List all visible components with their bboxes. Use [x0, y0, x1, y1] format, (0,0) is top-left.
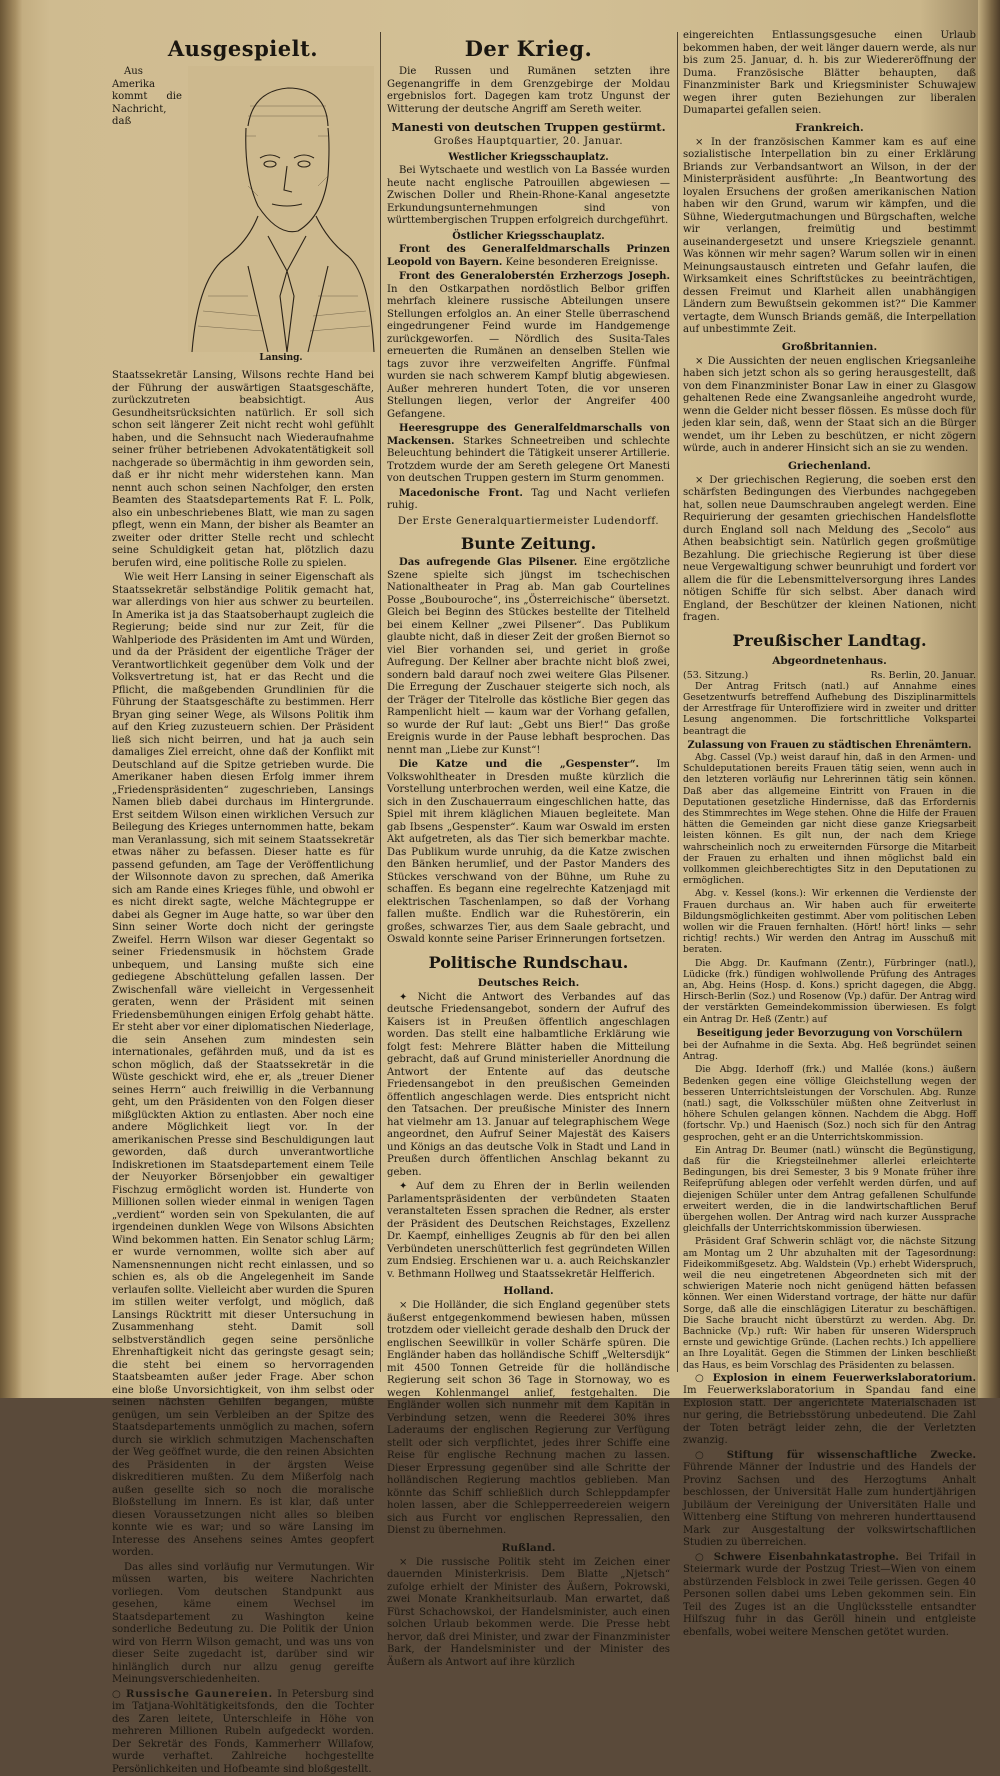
column-1 [112, 30, 374, 1375]
rundschau-item-1: ✦ Nicht die Antwort des Verbandes auf das deutsche Friedensangebot, sondern der Aufruf des Kaisers ist in Preußen öffentlich angeschlagen worden. Das stellt eine halbamtliche Erklärung wie folgt fest: Mehrere Blätter haben die Mitteilung gebracht, daß auf Grund ministerieller Anordnung die Antwort der Entente auf das deutsche Friedensangebot in den preußischen Gemeinden öffentlich angeschlagen werde. Dies entspricht nicht den Tatsachen. Der preußische Minister des Innern hat vielmehr am 13. Januar auf telegraphischem Wege angeordnet, den Aufruf Seiner Majestät des Kaisers und Königs an das deutsche Volk in Stadt und Land in Preußen durch öffentlichen Anschlag bekannt zu geben. [387, 992, 670, 1180]
macedonian-heading: Macedonische Front. [399, 488, 523, 499]
katze-text: Im Volkswohltheater in Dresden mußte kürzlich die Vorstellung unterbrochen werden, weil eine Katze, die sich in den Zuschauerraum eingeschlichen hatte, das Spiel mit ihrem kläglichen Miauen begleitete. Man gab Ibsens „Gespenster“. Kaum war Oswald im ersten Akt aufgetreten, als das Tier sich bemerkbar machte. Das Publikum wurde unruhig, da die Katze zwischen den Bänken herumlief, und der Pastor Manders des Stückes verschwand von der Bühne, um Ruhe zu schaffen. Es begann eine regelrechte Katzenjagd mit elektrischen Taschenlampen, so daß der Vorhang fallen mußte. Endlich war die Ruhestörerin, ein großes, schwarzes Tier, aus dem Saale gebracht, und Oswald konnte seine Pariser Erinnerungen fortsetzen. [387, 759, 670, 945]
explosion-heading: Explosion in einem Feuerwerkslaboratorium. [713, 1373, 976, 1384]
section-title-landtag: Preußischer Landtag. [683, 631, 976, 651]
article-title-der-krieg: Der Krieg. [387, 36, 670, 62]
rundschau-item-3: × Die Holländer, die sich England gegenüber stets äußerst entgegenkommend bewiesen haben, müssen trotzdem oder vielleicht gerade deshalb den Druck der englischen Seewillkür in voller Schärfe spüren. Die Engländer haben das holländische Schiff „Weltersdijk“ mit 4500 Tonnen Getreide für die holländische Regierung seit schon 36 Tage in Stornoway, wo es wegen Kohlenmangel anlief, festgehalten. Die Engländer wollen sich nunmehr mit dem Kapitän in Verbindung setzen, wenn die Reederei 30% ihres Laderaums der englischen Regierung zur Verfügung stellt oder sich verpflichtet, jedes ihrer Schiffe eine Reise für englische Rechnung machen zu lassen. Dieser Erpressung gegenüber sind alle Schritte der holländischen Regierung machtlos geblieben. Man könnte das Schiff schließlich durch Schleppdampfer holen lassen, aber die Schlepperreedereien weigern sich aus Furcht vor englischen Repressalien, den Dienst zu übernehmen. [387, 1300, 670, 1538]
mackensen-heading: Heeresgruppe des Generalfeldmarschalls von Mackensen. [387, 423, 670, 447]
subsection-grossbritannien: Großbritannien. [683, 341, 976, 354]
stiftung-text: Führende Männer der Industrie und des Handels der Provinz Sachsen und des Herzogtums Anhalt beschlossen, der Universität Halle zum hundertjährigen Jubiläum der Vereinigung der Universitäten Halle und Wittenberg eine Stiftung von mehreren hunderttausend Mark zur Ausgestaltung der volkswirtschaftlichen Studien zu überreichen. [683, 1462, 976, 1548]
gb-text: Die Aussichten der neuen englischen Kriegsanleihe haben sich jetzt schon als so gering herausgestellt, daß von dem Finanzminister Bonar Law in einer zu Glasgow gehaltenen Rede eine Zwangsanleihe angedroht wurde, wenn die Gelder nicht besser flössen. Es müsse doch für jeden klar sein, daß, wenn der Staat sich an die Bürger wendet, um ihr Leben zu beschützen, er nicht zögern würde, auch in anderer Hinsicht sich an sie zu wenden. [683, 356, 976, 455]
eisenbahn-heading: Schwere Eisenbahnkatastrophe. [714, 1552, 899, 1563]
frankreich-text: In der französischen Kammer kam es auf eine sozialistische Interpellation bin zu einer Erklärung Briands zur Verbandsantwort an Wilson, in der der Ministerpräsident ausführte: „In Beantwortung des loyalen Ersuchens der großen amerikanischen Nation haben wir den Grund, warum wir kämpfen, und die Sühne, Wiedergutmachungen und Bürgschaften, welche wir verlangen, freimütig und bestimmt auseinandergesetzt und unsere Kriegsziele genannt. Was können wir mehr sagen? Warum sollen wir in einen Meinungsaustausch eintreten und Gefahr laufen, die Wirksamkeit eines Schriftstückes zu beeinträchtigen, dessen Freimut und Klarheit allen unabhängigen Ländern zum Bewußtsein gekommen ist?“ Die Kammer vertagte, dem Wunsch Briands gemäß, die Interpellation auf unbestimmte Zeit. [683, 137, 976, 336]
landtag-p5: bei der Aufnahme in die Sexta. Abg. Heß begründet seinen Antrag. [683, 1040, 976, 1062]
landtag-report [683, 681, 976, 1371]
session-number: (53. Sitzung.) [683, 670, 748, 681]
landtag-p6: Die Abgg. Iderhoff (frk.) und Mallée (kons.) äußern Bedenken gegen eine völlige Gleichstellung wegen der besseren Unterrichtsleistungen der Vorschulen. Abg. Runze (natl.) sagt, die Volksschüler müßten ohne Zeitverlust in höhere Schulen gelangen können. Nachdem die Abgg. Hoff (fortschr. Vp.) und Haenisch (Soz.) noch sich für den Antrag gesprochen, geht er an die Unterrichtskommission. [683, 1064, 976, 1142]
front-joseph-text: In den Ostkarpathen nordöstlich Belbor griffen mehrfach kleinere russische Abteilungen unsere Stellungen erfolglos an. An einer Stelle überraschend eingedrungener Feind wurde im Handgemenge zurückgeworfen. — Nördlich des Susita-Tales erneuerten die Rumänen an denselben Stellen wie tags zuvor ihre verzweifelten Angriffe. Fünfmal wurden sie nach schwerem Kampf blutig abgewiesen. Außer mehreren hundert Toten, die vor unseren Stellungen liegen, verlor der Angreifer 400 Gefangene. [387, 284, 670, 420]
gb-item: × Die Aussichten der neuen englischen Kriegsanleihe haben sich jetzt schon als so gering herausgestellt, daß von dem Finanzminister Bonar Law in einer zu Glasgow gehaltenen Rede eine Zwangsanleihe angedroht wurde, wenn die Gelder nicht besser flössen. Es müsse doch für jeden klar sein, daß, wenn der Staat sich an die Bürger wendet, um ihr Leben zu beschützen, er nicht zögern würde, auch in anderer Hinsicht sich an sie zu wenden. [683, 356, 976, 456]
front-leopold-text: Keine besonderen Ereignisse. [506, 257, 658, 268]
section-title-bunte-zeitung: Bunte Zeitung. [387, 534, 670, 554]
rundschau-text-1: Nicht die Antwort des Verbandes auf das deutsche Friedensangebot, sondern der Aufruf des Kaisers ist in Preußen öffentlich angeschlagen worden. Das stellt eine halbamtliche Erklärung wie folgt fest: Mehrere Blätter haben die Mitteilung gebracht, daß auf Grund ministerieller Anordnung die Antwort der Entente auf das deutsche Friedensangebot in den preußischen Gemeinden öffentlich angeschlagen werde. Dies entspricht nicht den Tatsachen. Der preußische Minister des Innern hat vielmehr am 13. Januar auf telegraphischem Wege angeordnet, den Aufruf Seiner Majestät des Kaisers und Königs an das deutsche Volk in Stadt und Land in Preußen durch öffentlichen Anschlag bekannt zu geben. [387, 992, 670, 1178]
gr-item: × Der griechischen Regierung, die soeben erst den schärfsten Bedingungen des Vierbundes nachgegeben hat, sollen neue Daumschrauben angelegt werden. Eine Requirierung der gesamten griechischen Handelsflotte durch England soll nach Meldung des „Secolo“ aus Athen beabsichtigt sein. Natürlich gegen großmütige Bezahlung. Die griechische Regierung ist über diese neue Vergewaltigung schwer beunruhigt und fordert vor allem die für die Lebensmittelversorgung ihres Landes nötigen Schiffe für sich selbst. Aber danach wird England, der Beschützer der kleinen Nationen, nicht fragen. [683, 475, 976, 625]
landtag-p1: Der Antrag Fritsch (natl.) auf Annahme eines Gesetzentwurfs betreffend Aufhebung des Disziplinarmittels der Arrestfrage für Unteroffiziere wird in zweiter und dritter Lesung angenommen. Die fortschrittliche Volkspartei beantragt die [683, 681, 976, 737]
signature-ludendorff: Der Erste Generalquartiermeister Ludendorff. [387, 516, 670, 529]
eisenbahn-item: ○ Schwere Eisenbahnkatastrophe. Bei Trifail in Steiermark wurde der Postzug Triest—Wien von einem abstürzenden Felsblock in zwei Teile gerissen. Gegen 40 Personen sollen dabei ums Leben gekommen sein. Ein Teil des Zuges ist an die Unglücksstelle entsandter Hilfszug fuhr in das Geröll hinein und entgleiste ebenfalls, wobei weitere Menschen getötet wurden. [683, 1552, 976, 1640]
landtag-vorschueler-heading: Beseitigung jeder Bevorzugung von Vorschülern [683, 1028, 976, 1039]
mackensen-item [387, 423, 670, 486]
macedonian-text: Tag und Nacht verliefen ruhig. [387, 488, 670, 512]
explosion-text: Im Feuerwerkslaboratorium in Spandau fand eine Explosion statt. Der angerichtete Materialschaden ist nur gering, die Betriebsstörung unbedeutend. Die Zahl der Toten beträgt leider zehn, die der Verletzten zwanzig. [683, 1385, 976, 1446]
stiftung-heading: Stiftung für wissenschaftliche Zwecke. [727, 1450, 976, 1461]
macedonian-item [387, 488, 670, 513]
column-rule-2 [677, 32, 678, 1372]
lansing-portrait-image [188, 66, 374, 352]
landtag-frauen-heading: Zulassung von Frauen zu städtischen Ehrenämtern. [683, 740, 976, 751]
rundschau-text-3: Die Holländer, die sich England gegenüber stets äußerst entgegenkommend bewiesen haben, müssen trotzdem oder vielleicht gerade deshalb den Druck der englischen Seewillkür in voller Schärfe spüren. Die Engländer haben das holländische Schiff „Weltersdijk“ mit 4500 Tonnen Getreide für die holländische Regierung seit schon 36 Tage in Stornoway, wo es wegen Kohlenmangel anlief, festgehalten. Die Engländer wollen sich nunmehr mit dem Kapitän in Verbindung setzen, wenn die Reederei 30% ihres Laderaums der englischen Regierung zur Verfügung stellt oder sich verpflichtet, jedes ihrer Schiffe eine Reise für englische Rechnung machen zu lassen. Dieser Erpressung gegenüber sind alle Schritte der holländischen Regierung machtlos geblieben. Man könnte das Schiff schließlich durch Schleppdampfer holen lassen, aber die Schlepperreedereien weigern sich aus Furcht vor englischen Repressalien, den Dienst zu übernehmen. [387, 1300, 670, 1536]
subsection-holland: Holland. [387, 1285, 670, 1298]
ausgespielt-paragraph-1: Aus Amerika kommt die Nachricht, daß Staatssekretär Lansing, Wilsons rechte Hand bei der Führung der auswärtigen Staatsgeschäfte, zurückzutreten beabsichtigt. Aus Gesundheitsrücksichten natürlich. Er soll sich schon seit längerer Zeit nicht recht wohl gefühlt haben, und die Sehnsucht nach Wiederaufnahme seiner früher betriebenen Advokatentätigkeit soll nachgerade so übermächtig in ihm geworden sein, daß er ihr nicht mehr widerstehen kann. Man nennt auch schon seinen Nachfolger, den ersten Beamten des Staatsdepartements Rat F. L. Polk, also ein unbeschriebenes Blatt, wie man zu sagen pflegt, wenn ein Mann, der bisher als Beamter an zweiter oder dritter Stelle recht und schlecht seine Schuldigkeit getan hat, plötzlich dazu berufen wird, eine politische Rolle zu spielen. [112, 66, 374, 570]
item-text: In Petersburg sind im Tatjana-Wohltätigkeitsfonds, den die Tochter des Zaren leitete, Unterschleife in Höhe von mehreren Millionen Rubeln aufgedeckt worden. Der Sekretär des Fonds, Kammerherr Willafow, wurde verhaftet. Zahlreiche hochgestellte Persönlichkeiten und Hofbeamte sind bloßgestellt. [112, 1689, 374, 1775]
west-report: Bei Wytschaete und westlich von La Bassée wurden heute nacht englische Patrouillen abgewiesen — Zwischen Doller und Rhein-Rhone-Kanal angesetzte Erkundungsunternehmungen sind von württembergischen Truppen erfolgreich durchgeführt. [387, 165, 670, 228]
subsection-griechenland: Griechenland. [683, 460, 976, 473]
katze-heading: Die Katze und die „Gespenster“. [399, 759, 639, 770]
book-binding-edge [0, 0, 22, 1398]
explosion-item: ○ Explosion in einem Feuerwerkslaboratorium. Im Feuerwerkslaboratorium in Spandau fand eine Explosion statt. Der angerichtete Materialschaden ist nur gering, die Betriebsstörung unbedeutend. Die Zahl der Toten beträgt leider zehn, die der Verletzten zwanzig. [683, 1373, 976, 1448]
stiftung-item: ○ Stiftung für wissenschaftliche Zwecke. Führende Männer der Industrie und des Handels der Provinz Sachsen und des Herzogtums Anhalt beschlossen, der Universität Halle zum hundertjährigen Jubiläum der Vereinigung der Universitäten Halle und Wittenberg eine Stiftung von mehreren hunderttausend Mark zur Ausgestaltung der volkswirtschaftlichen Studien zu überreichen. [683, 1450, 976, 1550]
landtag-p2: Abg. Cassel (Vp.) weist darauf hin, daß in den Armen- und Schuldeputationen bereits Frauen tätig seien, wenn auch in den letzteren vorläufig nur Lehrerinnen tätig sein können. Daß aber das allgemeine Eintritt von Frauen in die Deputationen gesetzliche Hindernisse, daß das Erfordernis des Stimmrechtes im Wege stehen. Ohne die Hilfe der Frauen hätten die Gemeinden gar nicht diese ganze Kriegsarbeit leisten können. Es gilt nun, der nach dem Kriege wahrscheinlich noch zu erweiternden Fürsorge die Mitarbeit der Frauen zu erhalten und ihnen möglichst bald ein vollkommen gleichberechtigtes Sitz in den Deputationen zu ermöglichen. [683, 752, 976, 886]
front-leopold-item [387, 244, 670, 269]
rundschau-text-4: Die russische Politik steht im Zeichen einer dauernden Ministerkrisis. Dem Blatte „Njetsch“ zufolge erhielt der Minister des Äußern, Pokrowski, zwei Monate Krankheitsurlaub. Man erwartet, daß Fürst Schachowskoi, der Handelsminister, auch einen solchen Urlaub bekommen werde. Die Presse hebt hervor, daß drei Minister, und zwar der Finanzminister Bark, der Handelsminister und der Minister des Äußern als Antwort auf ihre kürzlich [387, 1557, 670, 1668]
eisenbahn-text: Bei Trifail in Steiermark wurde der Postzug Triest—Wien von einem abstürzenden Felsblock in zwei Teile gerissen. Gegen 40 Personen sollen dabei ums Leben gekommen sein. Ein Teil des Zuges ist an die Unglücksstelle entsandter Hilfszug fuhr in das Geröll hinein und entgleiste ebenfalls, wobei weitere Menschen getötet wurden. [683, 1552, 976, 1638]
katze-item [387, 759, 670, 947]
subsection-frankreich: Frankreich. [683, 122, 976, 135]
pilsener-text: Eine ergötzliche Szene spielte sich jüngst im tschechischen Nationaltheater in Prag ab. Man gab Courtelines Posse „Boubouroche“, ins „Österreichische“ übersetzt. Gleich bei Beginn des Stückes bestellte der Titelheld bei einem Kellner „zwei Pilsener“. Das Publikum glaubte nicht, daß in dieser Zeit der großen Biernot so viel Bier vorhanden sei, und geriet in große Aufregung. Der Kellner aber brachte nicht bloß zwei, sondern bald darauf noch zwei weitere Glas Pilsener. Die Erregung der Zuschauer steigerte sich noch, als der Träger der Titelrolle das köstliche Bier gegen das Rampenlicht hielt — kaum war der Vorhang gefallen, so wurde der Ruf laut: „Gebt uns Bier!“ Das große Ereignis wurde in der Pause lebhaft besprochen. Das nennt man „Liebe zur Kunst“! [387, 557, 670, 756]
front-leopold-heading: Front des Generalfeldmarschalls Prinzen Leopold von Bayern. [387, 244, 670, 268]
article-title-ausgespielt: Ausgespielt. [112, 36, 374, 62]
dateline: Großes Hauptquartier, 20. Januar. [387, 136, 670, 149]
russische-gaunereien-item: ○ Russische Gaunereien. In Petersburg sind im Tatjana-Wohltätigkeitsfonds, den die Tochter des Zaren leitete, Unterschleife in Höhe von mehreren Millionen Rubeln aufgedeckt worden. Der Sekretär des Fonds, Kammerherr Willafow, wurde verhaftet. Zahlreiche hochgestellte Persönlichkeiten und Hofbeamte sind bloßgestellt. [112, 1689, 374, 1776]
headline-manesti: Manesti von deutschen Truppen gestürmt. [387, 120, 670, 134]
section-title-politische-rundschau: Politische Rundschau. [387, 953, 670, 973]
ausgespielt-paragraph-3: Das alles sind vorläufig nur Vermutungen. Wir müssen warten, bis weitere Nachrichten vorliegen. Vom deutschen Standpunkt aus gesehen, käme einem Wechsel im Staatsdepartement zu Washington keine sonderliche Bedeutung zu. Die Politik der Union wird von Herrn Wilson gemacht, und was uns von dieser Seite zugedacht ist, darüber sind wir hinlänglich durch nur allzu genug gereifte Meinungsverschiedenheiten. [112, 1562, 374, 1687]
session-meta [683, 670, 976, 681]
landtag-p7: Ein Antrag Dr. Beumer (natl.) wünscht die Begünstigung, daß für die Kriegsteilnehmer allerlei erleichterte Bedingungen, bis drei Semester, 3 bis 9 Monate früher ihre Reifeprüfung ablegen oder verfehlt werden dürfen, und auf diejenigen Schüler unter dem Antrag gefallenen Schulfunde erweitert werden, die in die landwirtschaftlichen Beruf übergehen wollen. Der Antrag wird nach kurzer Aussprache gleichfalls der Unterrichtskommission überwiesen. [683, 1145, 976, 1235]
portrait-figure [188, 66, 374, 366]
frankreich-item: × In der französischen Kammer kam es auf eine sozialistische Interpellation bin zu einer Erklärung Briands zur Verbandsantwort an Wilson, in der der Ministerpräsident ausführte: „In Beantwortung des loyalen Ersuchens der großen amerikanischen Nation haben wir den Grund, warum wir kämpfen, und die Sühne, Wiedergutmachungen und Bürgschaften, welche wir verlangen, freimütig und bestimmt auseinandergesetzt und unsere Kriegsziele genannt. Was können wir mehr sagen? Warum sollen wir in einen Meinungsaustausch eintreten und Gefahr laufen, die Wirksamkeit eines Schriftstückes zu beeinträchtigen, dessen Freimut und Klarheit allen unabhängigen Ländern zum Bewußtsein gekommen ist?“ Die Kammer vertagte, dem Wunsch Briands gemäß, die Interpellation auf unbestimmte Zeit. [683, 137, 976, 337]
rundschau-item-2: ✦ Auf dem zu Ehren der in Berlin weilenden Parlamentspräsidenten der verbündeten Staaten veranstalteten Essen sprachen die Redner, als erster der Präsident des Deutschen Reichstages, Exzellenz Dr. Kaempf, einhelliges Zeugnis ab für den bei allen Verbündeten unerschütterlich fest gegründeten Willen zum Endsieg. Erschienen war u. a. auch Reichskanzler v. Bethmann Hollweg und Staatssekretär Helfferich. [387, 1181, 670, 1281]
pilsener-item [387, 557, 670, 757]
subsection-russland: Rußland. [387, 1542, 670, 1555]
front-joseph-heading: Front des Generaloberstén Erzherzogs Joseph. [399, 271, 670, 282]
landtag-p3: Abg. v. Kessel (kons.): Wir erkennen die Verdienste der Frauen durchaus an. Wir haben auch für erweiterte Bildungsmöglichkeiten gestimmt. Aber vom politischen Leben wollen wir die Frauen fernhalten. (Hört! hört! links — sehr richtig! rechts.) Wir werden den Antrag im Ausschuß mit beraten. [683, 888, 976, 955]
column-2 [387, 30, 670, 1375]
rundschau-text-2: Auf dem zu Ehren der in Berlin weilenden Parlamentspräsidenten der verbündeten Staaten veranstalteten Essen sprachen die Redner, als erster der Präsident des Deutschen Reichstages, Exzellenz Dr. Kaempf, einhelliges Zeugnis ab für den bei allen Verbündeten unerschütterlich fest gegründeten Willen zum Endsieg. Erschienen war u. a. auch Reichskanzler v. Bethmann Hollweg und Staatssekretär Helfferich. [387, 1181, 670, 1280]
section-ost: Östlicher Kriegsschauplatz. [387, 231, 670, 244]
mackensen-text: Starkes Schneetreiben und schlechte Beleuchtung behindert die Tätigkeit unserer Artillerie. Trotzdem wurde der am Sereth gelegene Ort Manesti von deutschen Truppen gestern im Sturm genommen. [387, 436, 670, 485]
ausgespielt-paragraph-2: Wie weit Herr Lansing in seiner Eigenschaft als Staatssekretär selbständige Politik gemacht hat, war allerdings von hier aus schwer zu beurteilen. In Amerika ist ja das Staatsoberhaupt zugleich die Regierung; beide sind nur zur Zeit, für die Wahlperiode des Präsidenten im Amt und Würden, und da der Präsident der eigentliche Träger der Verantwortlichkeit gegenüber dem Volk und der Volksvertretung ist, hat er das Recht und die Pflicht, die maßgebenden Grundlinien für die Führung der Staatsgeschäfte zu bestimmen. Herr Bryan ging seiner Wege, als Wilsons Politik ihm auf den Krieg zuzusteuern schien. Der Präsident ließ sich nicht beirren, und hat ja auch sein damaliges Ziel erreicht, ohne daß der Konflikt mit Deutschland auf die Spitze getrieben wurde. Die Amerikaner haben diesen Erfolg immer ihrem „Friedenspräsidenten“ zugeschrieben, Lansings Namen blieb dabei durchaus im Hintergrunde. Erst seitdem Wilson einen wirklichen Versuch zur Beilegung des Krieges unternommen hatte, bekam man Veranlassung, sich mit seinem Staatssekretär etwas näher zu befassen. Dieser hatte es für passend gefunden, am Tage der Veröffentlichung der Wilsonnote davon zu sprechen, daß Amerika sich am Rande eines Krieges fühle, und obwohl er es nicht direkt sagte, welche Mächtegruppe er dabei als Gegner im Auge hatte, so war über den Sinn seiner Worte doch nicht der geringste Zweifel. Herrn Wilson war dieser Gegentakt so seiner Friedensmusik in höchstem Grade unbequem, und Lansing mußte sich eine gediegene Abschüttelung gefallen lassen. Der Zwischenfall wäre vielleicht in Vergessenheit geraten, wenn der Präsident mit seinen Friedensbemühungen einigen Erfolg gehabt hätte. Er steht aber vor einer diplomatischen Niederlage, die sein Ansehen zum mindesten sein internationales, gefährden muß, und da ist es schon möglich, daß der Staatssekretär in die Wüste geschickt wird, ehe er, als „treuer Diener seines Herrn“ auch freiwillig in die Verbannung geht, um den Präsidenten von den Folgen dieser mißglückten Aktion zu entlasten. Aber noch eine andere Möglichkeit liegt vor. In der amerikanischen Presse sind Beschuldigungen laut geworden, daß durch unverantwortliche Indiskretionen im Staatsdepartement einem Teile der Neuyorker Börsenjobber ein gewaltiger Fischzug ermöglicht worden ist. Hunderte von Millionen sollen wieder einmal in wenigen Tagen „verdient“ worden sein von Spekulanten, die auf irgendeinen dunklen Wege von Wilsons Absichten Wind bekommen hatten. Ein Senator schlug Lärm; er wurde vernommen, wollte sich aber auf Namensnennungen nicht recht einlassen, und so schien es, als ob die Angelegenheit im Sande verlaufen sollte. Vielleicht aber wurden die Spuren im stillen weiter verfolgt, und möglich, daß Lansings Rücktritt mit dieser Untersuchung in Zusammenhang steht. Damit soll selbstverständlich gegen seine persönliche Ehrenhaftigkeit nicht das geringste gesagt sein; die steht bei einem so hervorragenden Staatsbeamten außer jeder Frage. Aber schon eine bloße Unvorsichtigkeit, von ihm selbst oder seinen nächsten Gehilfen begangen, müßte genügen, um sein Verbleiben an der Spitze des Staatsdepartements unmöglich zu machen, sofern durch sie wirklich schmutzigen Machenschaften der Weg geöffnet wurde, die den reinen Absichten des Präsidenten in der ärgsten Weise diskreditieren mußten. Zu dem Mißerfolg nach außen gesellte sich so noch die moralische Bloßstellung im Innern. Es ist klar, daß unter diesen Voraussetzungen nicht alles so bleiben konnte wie es war; und so wäre Lansing im Interesse des Ansehens seines Amtes geopfert worden. [112, 572, 374, 1560]
krieg-intro: Die Russen und Rumänen setzten ihre Gegenangriffe in dem Grenzgebirge der Moldau ergebnislos fort. Dagegen kam trotz Ungunst der Witterung der deutsche Angriff am Sereth weiter. [387, 66, 670, 116]
rundschau-item-4: × Die russische Politik steht im Zeichen einer dauernden Ministerkrisis. Dem Blatte „Njetsch“ zufolge erhielt der Minister des Äußern, Pokrowski, zwei Monate Krankheitsurlaub. Man erwartet, daß Fürst Schachowskoi, der Handelsminister, auch einen solchen Urlaub bekommen werde. Die Presse hebt hervor, daß drei Minister, und zwar der Finanzminister Bark, der Handelsminister und der Minister des Äußern als Antwort auf ihre kürzlich [387, 1557, 670, 1670]
subsection-abgeordnetenhaus: Abgeordnetenhaus. [683, 655, 976, 668]
landtag-p4: Die Abgg. Dr. Kaufmann (Zentr.), Fürbringer (natl.), Lüdicke (frk.) fündigen wohlwollende Prüfung des Antrages an, Abg. Heins (Hosp. d. Kons.) spricht dagegen, die Abgg. Hirsch-Berlin (Soz.) und Rosenow (Vp.) dafür. Der Antrag wird der verstärkten Gemeindekommission überwiesen. Es folgt ein Antrag Dr. Heß (Zentr.) auf [683, 958, 976, 1025]
page-right-edge [978, 0, 1000, 1398]
session-dateline: Rs. Berlin, 20. Januar. [871, 670, 976, 681]
pilsener-heading: Das aufregende Glas Pilsener. [399, 557, 577, 568]
item-heading: Russische Gaunereien. [126, 1689, 273, 1700]
russland-continued: eingereichten Entlassungsgesuche einen Urlaub bekommen haben, der weit länger dauern werde, als nur bis zum 25. Januar, d. h. bis zur Wiedereröffnung der Duma. Französische Blätter behaupten, daß Finanzminister Bark und Kriegsminister Schuwajew wegen ihrer guten Beziehungen zur liberalen Dumapartei gefallen seien. [683, 30, 976, 118]
portrait-caption: Lansing. [188, 352, 374, 365]
landtag-p8: Präsident Graf Schwerin schlägt vor, die nächste Sitzung am Montag um 2 Uhr abzuhalten mit der Tagesordnung: Fideikommißgesetz. Abg. Waldstein (Vp.) erhebt Widerspruch, weil die neu eingetretenen Abgeordneten sich mit der schwierigen Materie noch nicht genügend hätten befassen können. Wer einen Widerstand vortrage, der hätte nur dafür Sorge, daß alle die einschlägigen Literatur zu beschäftigen. Die Sache braucht nicht überstürzt zu werden. Abg. Dr. Bachnicke (Vp.) ruft: Wir haben für unseren Widerspruch ernste und gewichtige Gründe. (Lachen rechts.) Ich appelliere an Ihre Loyalität. Gegen die Stimmen der Linken beschließt das Haus, es beim Vorschlag des Präsidenten zu belassen. [683, 1236, 976, 1370]
front-joseph-item [387, 271, 670, 421]
subsection-deutsches-reich: Deutsches Reich. [387, 977, 670, 990]
column-rule-1 [380, 32, 381, 1372]
section-west: Westlicher Kriegsschauplatz. [387, 152, 670, 165]
gr-text: Der griechischen Regierung, die soeben erst den schärfsten Bedingungen des Vierbundes nachgegeben hat, sollen neue Daumschrauben angelegt werden. Eine Requirierung der gesamten griechischen Handelsflotte durch England soll nach Meldung des „Secolo“ aus Athen beabsichtigt sein. Natürlich gegen großmütige Bezahlung. Die griechische Regierung ist über diese neue Vergewaltigung schwer beunruhigt und fordert vor allem die für die Lebensmittelversorgung ihres Landes nötigen Schiffe für sich selbst. Aber danach wird England, der Beschützer der kleinen Nationen, nicht fragen. [683, 475, 976, 624]
column-3 [683, 30, 976, 1375]
